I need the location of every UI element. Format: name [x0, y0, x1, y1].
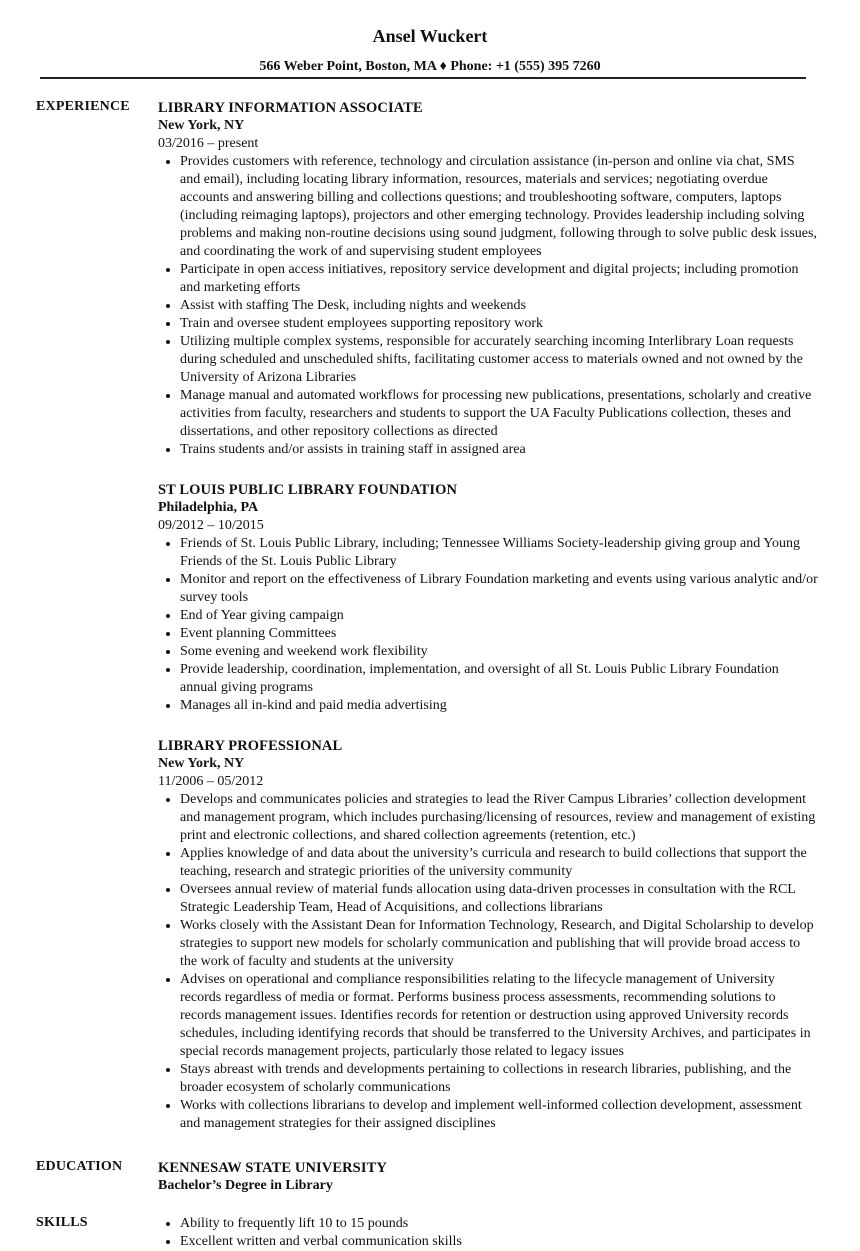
degree: Bachelor’s Degree in Library: [158, 1178, 333, 1193]
job-title: LIBRARY INFORMATION ASSOCIATE: [158, 100, 423, 116]
school-name: KENNESAW STATE UNIVERSITY: [158, 1160, 387, 1176]
job-location: New York, NY: [158, 756, 245, 771]
bullet-item: Manages all in-kind and paid media advertising: [180, 697, 818, 715]
bullet-item: Manage manual and automated workflows for processing new publications, presentations, scholarly and creative activities from faculty, researchers and students to support the UA Faculty Publications collection, theses and dissertations, and other repository collections as directed: [180, 387, 818, 441]
job-entry: [158, 737, 818, 1133]
job-bullets: [158, 791, 818, 1133]
applicant-name: Ansel Wuckert: [372, 26, 488, 46]
skill-item: Excellent written and verbal communication skills: [180, 1233, 818, 1251]
job-location: New York, NY: [158, 118, 245, 133]
bullet-item: Stays abreast with trends and developments pertaining to collections in research libraries, publishing, and the broader ecosystem of scholarly communications: [180, 1061, 818, 1097]
bullet-item: Participate in open access initiatives, repository service development and digital projects; including promotion and marketing efforts: [180, 261, 818, 297]
header-divider: [40, 77, 806, 79]
job-dates: 03/2016 – present: [158, 136, 259, 151]
bullet-item: Monitor and report on the effectiveness of Library Foundation marketing and events using various analytic and/or survey tools: [180, 572, 818, 605]
job-dates: 11/2006 – 05/2012: [158, 774, 264, 789]
skills-section-label: SKILLS: [36, 1215, 88, 1230]
bullet-item: Works closely with the Assistant Dean for Information Technology, Research, and Digital Scholarship to develop strategies to support new models for scholarly communication and publishing that will provide broad access to the work of faculty and students at the university: [180, 917, 818, 971]
bullet-item: Develops and communicates policies and strategies to lead the River Campus Libraries’ collection development and management program, which includes purchasing/licensing of resources, review and management of existing print and electronic collections, and shared collection agreements (retention, etc.): [180, 791, 818, 845]
job-dates: 09/2012 – 10/2015: [158, 518, 264, 533]
bullet-item: Advises on operational and compliance responsibilities relating to the lifecycle management of University records regardless of media or format. Performs business process assessments, recommending solutions to records management issues. Identifies records for retention or destruction using approved University records schedules, including identifying records that should be transferred to the University Archives, and participates in special records management projects, particularly those related to legacy issues: [180, 971, 818, 1061]
job-entry: [158, 481, 818, 715]
education-section-label: EDUCATION: [36, 1159, 123, 1174]
bullet-item: Event planning Committees: [180, 625, 818, 643]
skills-list: [158, 1215, 818, 1251]
experience-section-label: EXPERIENCE: [36, 99, 130, 114]
bullet-item: Friends of St. Louis Public Library, including; Tennessee Williams Society-leadership giving group and Young Friends of the St. Louis Public Library: [180, 535, 818, 571]
job-entry: [158, 99, 818, 459]
bullet-item: Applies knowledge of and data about the university’s curricula and research to build collections that support the teaching, research and strategic priorities of the university community: [180, 845, 818, 881]
job-bullets: [158, 535, 818, 715]
skills-entry: [158, 1215, 818, 1251]
bullet-item: Train and oversee student employees supporting repository work: [180, 315, 818, 333]
bullet-item: Some evening and weekend work flexibility: [180, 643, 818, 661]
bullet-item: Trains students and/or assists in training staff in assigned area: [180, 441, 818, 459]
job-title: LIBRARY PROFESSIONAL: [158, 738, 343, 754]
bullet-item: Provide leadership, coordination, implementation, and oversight of all St. Louis Public Library Foundation annual giving programs: [180, 661, 818, 697]
job-location: Philadelphia, PA: [158, 500, 259, 515]
bullet-item: Assist with staffing The Desk, including nights and weekends: [180, 297, 818, 315]
bullet-item: End of Year giving campaign: [180, 607, 818, 625]
education-entry: [158, 1159, 818, 1195]
bullet-item: Works with collections librarians to develop and implement well-informed collection development, assessment and management strategies for their assigned disciplines: [180, 1097, 818, 1133]
skill-item: Ability to frequently lift 10 to 15 pounds: [180, 1215, 818, 1233]
contact-line: 566 Weber Point, Boston, MA ♦ Phone: +1 (555) 395 7260: [259, 59, 601, 74]
bullet-item: Oversees annual review of material funds allocation using data-driven processes in consultation with the RCL Strategic Leadership Team, Head of Acquisitions, and collections librarians: [180, 881, 818, 917]
job-title: ST LOUIS PUBLIC LIBRARY FOUNDATION: [158, 482, 458, 498]
bullet-item: Provides customers with reference, technology and circulation assistance (in-person and online via chat, SMS and email), including locating library information, resources, materials and services; negotiating overdue accounts and answering billing and collections questions; and troubleshooting software, computers, laptops (including reimaging laptops), projectors and other emerging technology. Provides leadership including solving problems and making non-routine decisions using sound judgment, following through to solve public desk issues, and coordinating the work of and supervising student employees: [180, 154, 817, 259]
bullet-item: Utilizing multiple complex systems, responsible for accurately searching incoming Interlibrary Loan requests during scheduled and unscheduled shifts, facilitating customer access to materials owned and not owned by the University of Arizona Libraries: [180, 333, 818, 387]
job-bullets: [158, 153, 818, 459]
